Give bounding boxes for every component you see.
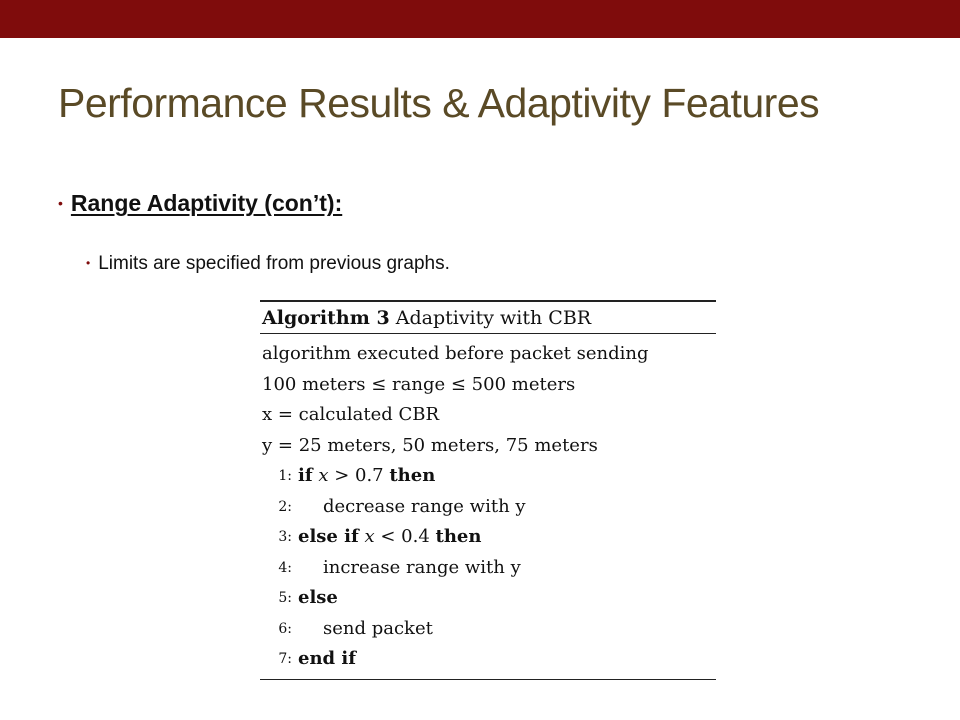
preamble-line: algorithm executed before packet sending [262, 343, 649, 364]
bullet-dot-icon: • [58, 195, 63, 211]
algorithm-step [260, 492, 716, 523]
algorithm-step [260, 614, 716, 645]
line-number: 3: [278, 529, 292, 545]
keyword: then [435, 526, 482, 547]
line-number: 7: [278, 651, 292, 667]
algorithm-caption: Adaptivity with CBR [395, 307, 592, 329]
algorithm-step [260, 522, 716, 553]
keyword: else if [298, 526, 359, 547]
step-body [298, 522, 481, 553]
bullet-range-adaptivity [58, 190, 342, 217]
line-number: 1: [278, 468, 292, 484]
variable: x [318, 465, 329, 486]
line-number: 6: [278, 620, 292, 637]
step-body: decrease range with y [323, 495, 526, 517]
slide-title: Performance Results & Adaptivity Features [58, 80, 820, 126]
line-number: 4: [278, 559, 292, 576]
keyword: if [298, 465, 313, 486]
algorithm-step [260, 583, 716, 614]
keyword: then [389, 465, 436, 486]
preamble-line: x = calculated CBR [262, 404, 440, 425]
algorithm-body [260, 334, 716, 680]
step-body: send packet [323, 617, 433, 639]
algorithm-label: Algorithm 3 [262, 307, 390, 329]
preamble-line: 100 meters ≤ range ≤ 500 meters [262, 373, 576, 395]
preamble-line: y = 25 meters, 50 meters, 75 meters [262, 434, 598, 456]
keyword: else [298, 587, 338, 608]
expression: < 0.4 [374, 526, 436, 547]
algorithm-step [260, 461, 716, 492]
expression: > 0.7 [328, 465, 390, 486]
bullet-text: Limits are specified from previous graphs. [98, 253, 450, 274]
bullet-text: Range Adaptivity (con’t): [70, 190, 343, 216]
algorithm-box [260, 300, 716, 680]
keyword: end if [298, 648, 356, 669]
step-body [298, 461, 435, 492]
algorithm-step [260, 553, 716, 584]
line-number: 2: [278, 498, 292, 515]
line-number: 5: [278, 590, 292, 606]
variable: x [364, 526, 375, 547]
step-body: increase range with y [323, 556, 521, 578]
algorithm-step [260, 644, 716, 675]
bullet-limits [86, 253, 450, 275]
bullet-dot-icon: • [86, 256, 91, 270]
algorithm-header [260, 300, 716, 334]
top-accent-bar [0, 0, 960, 38]
